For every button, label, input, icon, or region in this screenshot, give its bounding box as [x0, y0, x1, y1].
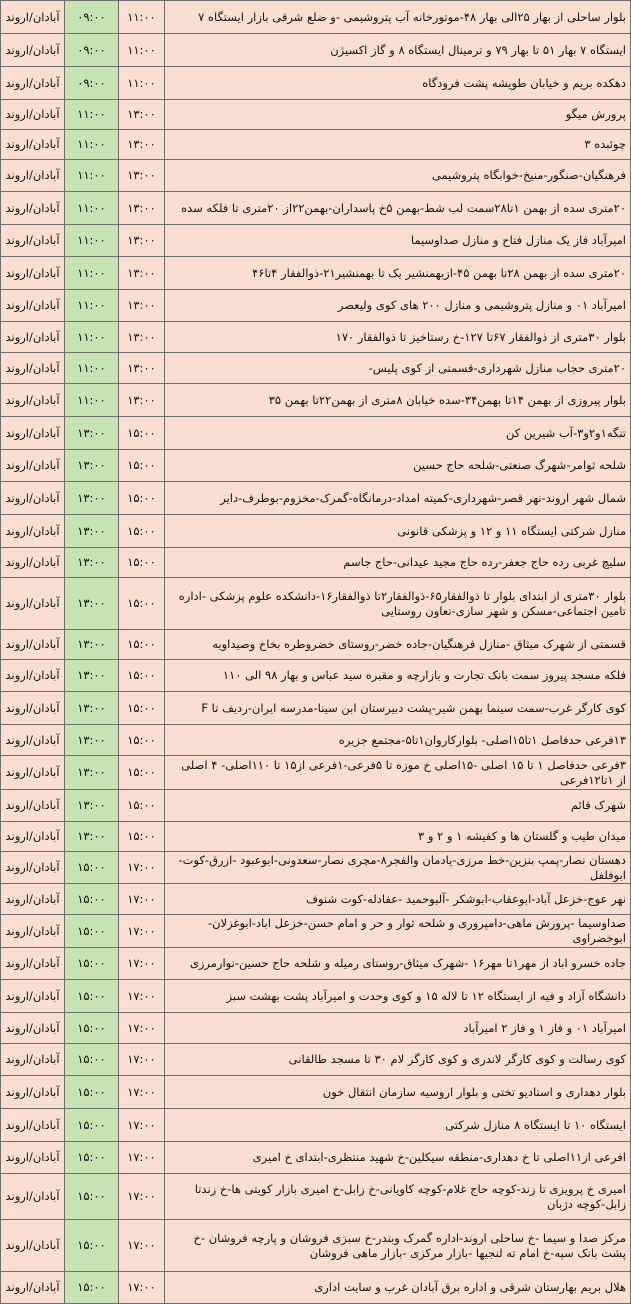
table-row	[1, 384, 631, 417]
end-time-cell: ۱۳:۰۰	[119, 353, 165, 384]
end-time-cell: ۱۷:۰۰	[119, 980, 165, 1013]
city-cell: آبادان/اروند	[1, 1272, 65, 1304]
city-cell: آبادان/اروند	[1, 130, 65, 160]
start-time-cell: ۱۵:۰۰	[65, 948, 119, 980]
end-time-cell: ۱۳:۰۰	[119, 257, 165, 290]
table-row	[1, 980, 631, 1013]
table-row	[1, 417, 631, 450]
area-cell: هلال بریم بهارستان شرقی و اداره برق آبادان غرب و سایت اداری	[165, 1272, 631, 1304]
end-time-cell: ۱۳:۰۰	[119, 100, 165, 130]
start-time-cell: ۱۱:۰۰	[65, 225, 119, 257]
city-cell: آبادان/اروند	[1, 1, 65, 34]
city-cell: آبادان/اروند	[1, 852, 65, 884]
table-row	[1, 1044, 631, 1076]
area-cell: مرکز صدا و سیما -خ ساحلی اروند-اداره گمرک وبندر-خ سبزی فروشان و پارچه فروشان -خ پشت بانک سپه-خ امام ته لنجیها -بازار مرکزی -بازار ماهی فروشان	[165, 1220, 631, 1272]
area-cell: بلوار پیروزی از بهمن ۱۴تا بهمن۳۴-سده خیابان ۸متری از بهمن۲۲تا بهمن ۳۵	[165, 384, 631, 417]
table-row	[1, 192, 631, 225]
city-cell: آبادان/اروند	[1, 1109, 65, 1142]
end-time-cell: ۱۵:۰۰	[119, 578, 165, 630]
area-cell: دهکده بریم و خیابان طویشه پشت فرودگاه	[165, 67, 631, 100]
area-cell: بلوار دهداری و استادیو تختی و بلوار اروسیه سازمان انتقال خون	[165, 1076, 631, 1109]
area-cell: افرعی از۱۱اصلی تا خ دهداری-منطقه سیکلین-خ شهید منتظری-ابتدای خ امیری	[165, 1142, 631, 1174]
area-cell: نهر عوج-خزعل آباد-ابوعقاب-ابوشکر -آلبوحمید -عفادله-کوت شنوف	[165, 884, 631, 915]
area-cell: قسمتی از شهرک میثاق -منازل فرهنگیان-جاده خضر-روستای خضروطره بخاخ وصیداویه	[165, 630, 631, 660]
area-cell: امیری خ پرویزی تا زند-کوچه حاج غلام-کوچه کاویانی-خ زابل-خ امیری بازار کویتی ها-خ زندتا زابل-کوچه دژبان	[165, 1174, 631, 1220]
city-cell: آبادان/اروند	[1, 482, 65, 515]
end-time-cell: ۱۷:۰۰	[119, 948, 165, 980]
end-time-cell: ۱۵:۰۰	[119, 417, 165, 450]
table-row	[1, 515, 631, 548]
table-row	[1, 1272, 631, 1304]
start-time-cell: ۱۳:۰۰	[65, 660, 119, 692]
start-time-cell: ۱۳:۰۰	[65, 548, 119, 578]
start-time-cell: ۱۳:۰۰	[65, 630, 119, 660]
start-time-cell: ۰۹:۰۰	[65, 1, 119, 34]
city-cell: آبادان/اروند	[1, 34, 65, 67]
end-time-cell: ۱۷:۰۰	[119, 1142, 165, 1174]
area-cell: بلوار ساحلی از بهار ۲۵الی بهار ۴۸-موتورخانه آب پتروشیمی -و ضلع شرقی بازار ایستگاه ۷	[165, 1, 631, 34]
start-time-cell: ۱۱:۰۰	[65, 384, 119, 417]
end-time-cell: ۱۳:۰۰	[119, 160, 165, 192]
area-cell: بلوار ۳۰متری از ابتدای بلوار تا ذوالفقار۶۵-ذوالفقار۲تا ذوالفقار۱۶-دانشکده علوم پزشکی -اداره تامین اجتماعی-مسکن و شهر سازی-تعاون روستایی	[165, 578, 631, 630]
end-time-cell: ۱۳:۰۰	[119, 192, 165, 225]
area-cell: فرهنگیان-صنگور-منیخ-خوابگاه پتروشیمی	[165, 160, 631, 192]
area-cell: ۲۰متری سده از بهمن ۱تا۲۸سمت لب شط-بهمن ۵خ پاسداران-بهمن۲۲از ۲۰متری تا فلکه سده	[165, 192, 631, 225]
area-cell: شهرک قائم	[165, 790, 631, 822]
end-time-cell: ۱۵:۰۰	[119, 630, 165, 660]
table-row	[1, 257, 631, 290]
end-time-cell: ۱۵:۰۰	[119, 725, 165, 756]
end-time-cell: ۱۵:۰۰	[119, 660, 165, 692]
city-cell: آبادان/اروند	[1, 630, 65, 660]
end-time-cell: ۱۵:۰۰	[119, 692, 165, 725]
city-cell: آبادان/اروند	[1, 1076, 65, 1109]
end-time-cell: ۱۷:۰۰	[119, 852, 165, 884]
city-cell: آبادان/اروند	[1, 417, 65, 450]
end-time-cell: ۱۷:۰۰	[119, 1272, 165, 1304]
table-row	[1, 884, 631, 915]
end-time-cell: ۱۵:۰۰	[119, 450, 165, 482]
table-row	[1, 790, 631, 822]
table-row	[1, 67, 631, 100]
end-time-cell: ۱۷:۰۰	[119, 1174, 165, 1220]
area-cell: بلوار ۳۰متری از ذوالفقار ۶۷تا ۱۲۷-خ رستاخیز تا ذوالفقار ۱۷۰	[165, 322, 631, 353]
table-row	[1, 725, 631, 756]
start-time-cell: ۰۹:۰۰	[65, 34, 119, 67]
city-cell: آبادان/اروند	[1, 353, 65, 384]
start-time-cell: ۱۵:۰۰	[65, 980, 119, 1013]
end-time-cell: ۱۳:۰۰	[119, 322, 165, 353]
end-time-cell: ۱۱:۰۰	[119, 34, 165, 67]
end-time-cell: ۱۷:۰۰	[119, 1013, 165, 1044]
city-cell: آبادان/اروند	[1, 725, 65, 756]
table-body	[1, 1, 631, 1304]
table-row	[1, 1076, 631, 1109]
table-row	[1, 450, 631, 482]
area-cell: فلکه مسجد پیروز سمت بانک تجارت و بازارچه و مقبره سید عباس و بهار ۹۸ الی ۱۱۰	[165, 660, 631, 692]
table-row	[1, 692, 631, 725]
table-row	[1, 225, 631, 257]
start-time-cell: ۱۵:۰۰	[65, 1272, 119, 1304]
start-time-cell: ۱۱:۰۰	[65, 257, 119, 290]
city-cell: آبادان/اروند	[1, 548, 65, 578]
table-row	[1, 1109, 631, 1142]
city-cell: آبادان/اروند	[1, 192, 65, 225]
area-cell: شلحه ثوامر-شهرگ صنعتی-شلحه حاج حسین	[165, 450, 631, 482]
city-cell: آبادان/اروند	[1, 384, 65, 417]
start-time-cell: ۱۳:۰۰	[65, 725, 119, 756]
area-cell: صداوسیما -پرورش ماهی-دامپروری و شلحه ثوار و حر و امام حسن-خزعل اباد-ابوغزلان-ابوخضراوی	[165, 915, 631, 948]
start-time-cell: ۱۳:۰۰	[65, 822, 119, 852]
city-cell: آبادان/اروند	[1, 225, 65, 257]
area-cell: جاده خسرو اباد از مهر۱تا مهر۱۶ -شهرک میثاق-روستای رمیله و شلحه حاج حسین-نوارمرزی	[165, 948, 631, 980]
table-row	[1, 160, 631, 192]
city-cell: آبادان/اروند	[1, 660, 65, 692]
city-cell: آبادان/اروند	[1, 1142, 65, 1174]
area-cell: امیرآباد ۰۱ و منازل پتروشیمی و منازل ۲۰۰ های کوی ولیعصر	[165, 290, 631, 322]
end-time-cell: ۱۳:۰۰	[119, 384, 165, 417]
area-cell: چوئبده ۳	[165, 130, 631, 160]
table-row	[1, 1174, 631, 1220]
table-row	[1, 290, 631, 322]
end-time-cell: ۱۳:۰۰	[119, 130, 165, 160]
start-time-cell: ۱۱:۰۰	[65, 100, 119, 130]
end-time-cell: ۱۷:۰۰	[119, 1076, 165, 1109]
start-time-cell: ۱۳:۰۰	[65, 515, 119, 548]
start-time-cell: ۱۳:۰۰	[65, 790, 119, 822]
start-time-cell: ۱۵:۰۰	[65, 1109, 119, 1142]
city-cell: آبادان/اروند	[1, 1044, 65, 1076]
start-time-cell: ۱۵:۰۰	[65, 852, 119, 884]
start-time-cell: ۱۵:۰۰	[65, 1013, 119, 1044]
start-time-cell: ۱۵:۰۰	[65, 884, 119, 915]
area-cell: تنگه۱و۲و۳-آب شیرین کن	[165, 417, 631, 450]
start-time-cell: ۱۵:۰۰	[65, 1142, 119, 1174]
start-time-cell: ۱۳:۰۰	[65, 756, 119, 790]
area-cell: سلیچ غربی رده حاج جعفر-رده حاج مجید عیدانی-حاج جاسم	[165, 548, 631, 578]
city-cell: آبادان/اروند	[1, 692, 65, 725]
table-row	[1, 548, 631, 578]
area-cell: ۲۰متری حجاب منازل شهرداری-قسمتی از کوی پلیس-	[165, 353, 631, 384]
city-cell: آبادان/اروند	[1, 515, 65, 548]
end-time-cell: ۱۵:۰۰	[119, 515, 165, 548]
city-cell: آبادان/اروند	[1, 822, 65, 852]
end-time-cell: ۱۵:۰۰	[119, 548, 165, 578]
start-time-cell: ۱۱:۰۰	[65, 192, 119, 225]
city-cell: آبادان/اروند	[1, 948, 65, 980]
table-row	[1, 756, 631, 790]
table-row	[1, 1013, 631, 1044]
area-cell: شمال شهر اروند-نهر قصر-شهرداری-کمیته امداد-درمانگاه-گمرک-مخزوم-بوطرف-دایر	[165, 482, 631, 515]
start-time-cell: ۱۵:۰۰	[65, 1174, 119, 1220]
start-time-cell: ۱۳:۰۰	[65, 450, 119, 482]
city-cell: آبادان/اروند	[1, 160, 65, 192]
table-row	[1, 322, 631, 353]
city-cell: آبادان/اروند	[1, 1174, 65, 1220]
start-time-cell: ۱۵:۰۰	[65, 1044, 119, 1076]
table-row	[1, 915, 631, 948]
start-time-cell: ۱۵:۰۰	[65, 915, 119, 948]
table-row	[1, 482, 631, 515]
start-time-cell: ۱۱:۰۰	[65, 130, 119, 160]
city-cell: آبادان/اروند	[1, 450, 65, 482]
table-row	[1, 822, 631, 852]
start-time-cell: ۱۱:۰۰	[65, 353, 119, 384]
city-cell: آبادان/اروند	[1, 980, 65, 1013]
area-cell: میدان طیب و گلستان ها و کفیشه ۱ و ۲ و ۳	[165, 822, 631, 852]
city-cell: آبادان/اروند	[1, 257, 65, 290]
area-cell: کوی کارگر غرب-سمت سینما بهمن شیر-پشت دبیرستان ابن سینا-مدرسه ایران-ردیف تا F	[165, 692, 631, 725]
end-time-cell: ۱۱:۰۰	[119, 67, 165, 100]
end-time-cell: ۱۷:۰۰	[119, 884, 165, 915]
area-cell: ایستگاه ۱۰ تا ایستگاه ۸ منازل شرکتی	[165, 1109, 631, 1142]
start-time-cell: ۰۹:۰۰	[65, 67, 119, 100]
city-cell: آبادان/اروند	[1, 756, 65, 790]
area-cell: کوی رسالت و کوی کارگر لاندری و کوی کارگر لام ۳۰ تا مسجد طالقانی	[165, 1044, 631, 1076]
start-time-cell: ۱۳:۰۰	[65, 578, 119, 630]
area-cell: ۱۳فرعی حدفاصل ۱تا۱۵اصلی- بلوارکاروان۱تا۵-مجتمع جزیره	[165, 725, 631, 756]
end-time-cell: ۱۵:۰۰	[119, 790, 165, 822]
area-cell: ۲۰متری سده از بهمن ۲۸تا بهمن ۴۵-ازبهمنشیر یک تا بهمنشیر۲۱-ذوالفقار ۴تا۴۶	[165, 257, 631, 290]
start-time-cell: ۱۵:۰۰	[65, 1076, 119, 1109]
end-time-cell: ۱۷:۰۰	[119, 1109, 165, 1142]
start-time-cell: ۱۵:۰۰	[65, 1220, 119, 1272]
city-cell: آبادان/اروند	[1, 578, 65, 630]
table-row	[1, 353, 631, 384]
area-cell: منازل شرکتی ایستگاه ۱۱ و ۱۲ و پزشکی قانونی	[165, 515, 631, 548]
area-cell: دهستان نصار-پمپ بنزین-خط مرزی-یادمان والفجر۸-مچری نصار-سعدونی-ابوعبود -ازرق-کوت-ابوفلفل	[165, 852, 631, 884]
city-cell: آبادان/اروند	[1, 322, 65, 353]
start-time-cell: ۱۳:۰۰	[65, 482, 119, 515]
area-cell: پرورش میگو	[165, 100, 631, 130]
city-cell: آبادان/اروند	[1, 915, 65, 948]
end-time-cell: ۱۵:۰۰	[119, 482, 165, 515]
end-time-cell: ۱۷:۰۰	[119, 1044, 165, 1076]
end-time-cell: ۱۱:۰۰	[119, 1, 165, 34]
end-time-cell: ۱۳:۰۰	[119, 225, 165, 257]
start-time-cell: ۱۱:۰۰	[65, 290, 119, 322]
table-row	[1, 1142, 631, 1174]
end-time-cell: ۱۵:۰۰	[119, 756, 165, 790]
table-row	[1, 578, 631, 630]
end-time-cell: ۱۵:۰۰	[119, 822, 165, 852]
area-cell: امیرآباد فاز یک منازل فتاح و منازل صداوسیما	[165, 225, 631, 257]
table-row	[1, 100, 631, 130]
city-cell: آبادان/اروند	[1, 1013, 65, 1044]
table-row	[1, 630, 631, 660]
city-cell: آبادان/اروند	[1, 290, 65, 322]
start-time-cell: ۱۱:۰۰	[65, 160, 119, 192]
table-row	[1, 660, 631, 692]
city-cell: آبادان/اروند	[1, 790, 65, 822]
table-row	[1, 34, 631, 67]
area-cell: امیرآباد ۰۱ و فاز ۱ و فاز ۲ امیرآباد	[165, 1013, 631, 1044]
table-row	[1, 130, 631, 160]
table-row	[1, 852, 631, 884]
table-row	[1, 1, 631, 34]
city-cell: آبادان/اروند	[1, 100, 65, 130]
city-cell: آبادان/اروند	[1, 67, 65, 100]
start-time-cell: ۱۱:۰۰	[65, 322, 119, 353]
city-cell: آبادان/اروند	[1, 1220, 65, 1272]
area-cell: دانشگاه آزاد و فیه از ایستگاه ۱۲ تا لاله ۱۵ و کوی وحدت و امیرآباد پشت بهشت سبز	[165, 980, 631, 1013]
end-time-cell: ۱۷:۰۰	[119, 915, 165, 948]
end-time-cell: ۱۳:۰۰	[119, 290, 165, 322]
city-cell: آبادان/اروند	[1, 884, 65, 915]
end-time-cell: ۱۷:۰۰	[119, 1220, 165, 1272]
area-cell: ۳فرعی حدفاصل ۱ تا ۱۵ اصلی -۱۵اصلی خ موزه تا ۵فرعی-۱فرعی از۱۵ تا ۱۱۰اصلی- ۴ اصلی از ۱تا۱۲فرعی	[165, 756, 631, 790]
start-time-cell: ۱۳:۰۰	[65, 692, 119, 725]
table-row	[1, 1220, 631, 1272]
start-time-cell: ۱۳:۰۰	[65, 417, 119, 450]
area-cell: ایستگاه ۷ بهار ۵۱ تا بهار ۷۹ و ترمینال ایستگاه ۸ و گاز اکسیژن	[165, 34, 631, 67]
table-row	[1, 948, 631, 980]
